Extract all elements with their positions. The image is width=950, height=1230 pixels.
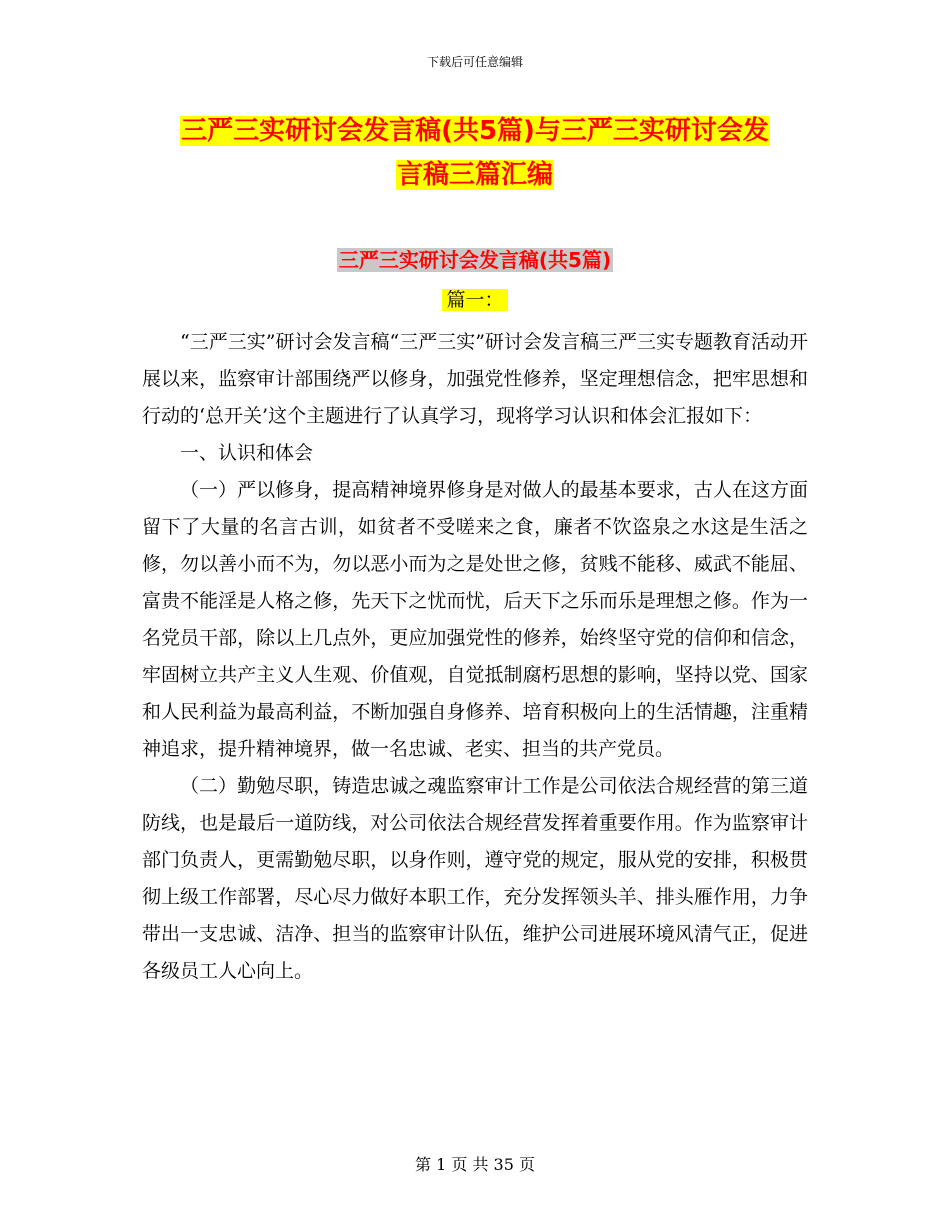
document-title-line-1-text: 三严三实研讨会发言稿(共5篇)与三严三实研讨会发 — [181, 116, 769, 146]
chapter-heading-text: 篇一： — [442, 289, 507, 311]
document-title-line-1 — [140, 114, 810, 148]
page-header-note: 下载后可任意编辑 — [426, 55, 523, 69]
section-title-text: 三严三实研讨会发言稿(共5篇) — [338, 248, 612, 272]
paragraph: （一）严以修身，提高精神境界修身是对做人的最基本要求，古人在这方面留下了大量的名言古训，如贫者不受嗟来之食，廉者不饮盗泉之水这是生活之修，勿以善小而不为，勿以恶小而为之是处世之修，贫贱不能移、威武不能屈、富贵不能淫是人格之修，先天下之忧而忧，后天下之乐而乐是理想之修。作为一名党员干部，除以上几点外，更应加强党性的修养，始终坚守党的信仰和信念，牢固树立共产主义人生观、价值观，自觉抵制腐朽思想的影响，坚持以党、国家和人民利益为最高利益，不断加强自身修养、培育积极向上的生活情趣，注重精神追求，提升精神境界，做一名忠诚、老实、担当的共产党员。 — [142, 479, 808, 760]
document-title-line-2-text: 言稿三篇汇编 — [396, 160, 553, 190]
paragraph: （二）勤勉尽职，铸造忠诚之魂监察审计工作是公司依法合规经营的第三道防线，也是最后一道防线，对公司依法合规经营发挥着重要作用。作为监察审计部门负责人，更需勤勉尽职，以身作则，遵守党的规定，服从党的安排，积极贯彻上级工作部署，尽心尽力做好本职工作，充分发挥领头羊、排头雁作用，力争带出一支忠诚、洁净、担当的监察审计队伍，维护公司进展环境风清气正，促进各级员工人心向上。 — [142, 775, 808, 982]
document-body — [142, 324, 808, 990]
page-number-footer: 第 1 页 共 35 页 — [415, 1155, 535, 1174]
section-title — [0, 246, 950, 274]
paragraph: “三严三实”研讨会发言稿“三严三实”研讨会发言稿三严三实专题教育活动开展以来，监察审计部围绕严以修身，加强党性修养，坚定理想信念，把牢思想和行动的‘总开关’这个主题进行了认真学习，现将学习认识和体会汇报如下： — [142, 331, 808, 427]
chapter-heading — [0, 287, 950, 313]
paragraph: 一、认识和体会 — [180, 442, 314, 464]
document-title-line-2 — [140, 158, 810, 192]
